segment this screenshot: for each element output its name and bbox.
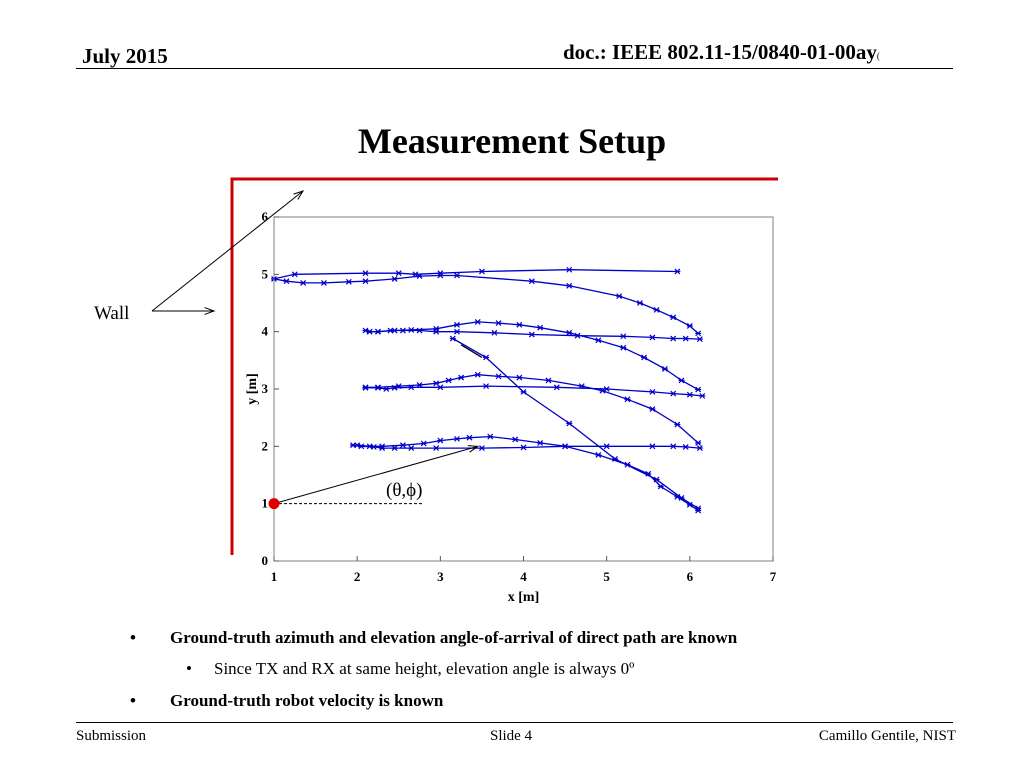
footer-rule — [76, 722, 953, 723]
trajectory-point — [454, 436, 460, 441]
x-tick-label: 4 — [520, 569, 527, 584]
trajectory-point — [479, 446, 485, 451]
trajectory-point — [697, 446, 703, 451]
trajectory-point — [362, 385, 368, 390]
trajectory-point — [375, 329, 381, 334]
trajectory-point — [595, 338, 601, 343]
trajectory-point — [408, 446, 414, 451]
trajectory-point — [475, 372, 481, 377]
angle-label: (θ,ϕ) — [386, 480, 423, 501]
trajectory-point — [321, 280, 327, 285]
trajectory-point — [354, 443, 360, 448]
footer-author: Camillo Gentile, NIST — [818, 728, 956, 744]
trajectory-point — [670, 336, 676, 341]
trajectory-point — [437, 438, 443, 443]
trajectory-point — [392, 276, 398, 281]
wall-label: Wall — [94, 303, 130, 324]
slide-title: Measurement Setup — [357, 121, 667, 161]
bullet-text: Ground-truth robot velocity is known — [170, 691, 444, 710]
trajectory-line-1 — [274, 270, 698, 334]
trajectory-point — [537, 325, 543, 330]
trajectory-point — [417, 328, 423, 333]
trajectory-point — [367, 444, 373, 449]
trajectory-point — [654, 477, 660, 482]
trajectory-point — [512, 437, 518, 442]
trajectory-line-5 — [366, 375, 699, 443]
trajectory-point — [346, 279, 352, 284]
trajectory-point — [566, 330, 572, 335]
footer-submission: Submission — [76, 728, 147, 744]
trajectory-point — [566, 283, 572, 288]
trajectory-point — [649, 407, 655, 412]
trajectory-point — [670, 315, 676, 320]
trajectory-point — [362, 279, 368, 284]
trajectory-point — [450, 336, 456, 341]
trajectory-point — [433, 381, 439, 386]
trajectory-point — [545, 378, 551, 383]
trajectory-point — [300, 280, 306, 285]
trajectory-point — [375, 385, 381, 390]
trajectory-point — [699, 393, 705, 398]
trajectory-point — [483, 384, 489, 389]
bullet-3 — [130, 691, 443, 711]
x-tick-label: 1 — [270, 569, 278, 584]
y-tick-label: 3 — [261, 381, 268, 396]
y-tick-label: 0 — [261, 553, 268, 568]
trajectory-point — [433, 446, 439, 451]
trajectory-point — [400, 443, 406, 448]
trajectory-point — [562, 444, 568, 449]
trajectory-point — [529, 279, 535, 284]
trajectory-point — [670, 391, 676, 396]
y-tick-label: 1 — [261, 495, 268, 511]
trajectory-point — [595, 452, 601, 457]
y-tick-label: 5 — [261, 266, 268, 282]
trajectory-point — [446, 378, 452, 383]
trajectory-point — [421, 441, 427, 446]
trajectory-point — [529, 332, 535, 337]
trajectory-point — [620, 345, 626, 350]
footer-slide-number: Slide 4 — [490, 728, 533, 744]
trajectory-point — [362, 271, 368, 276]
trajectory-point — [620, 334, 626, 339]
trajectory-point — [683, 444, 689, 449]
bullet-dot: • — [130, 628, 136, 647]
x-tick-label: 6 — [686, 569, 694, 584]
trajectory-point — [624, 397, 630, 402]
y-tick-label: 2 — [261, 438, 268, 454]
trajectory-point — [537, 440, 543, 445]
header-doc-tail: ( — [876, 51, 880, 61]
trajectory-point — [641, 355, 647, 360]
trajectory-point — [458, 375, 464, 380]
x-axis-label: x [m] — [507, 590, 540, 605]
y-tick-label: 6 — [261, 209, 268, 224]
trajectory-point — [687, 323, 693, 328]
header-doc-text: doc.: IEEE 802.11-15/0840-01-00ay — [563, 40, 877, 64]
trajectory-point — [521, 445, 527, 450]
x-tick-label: 5 — [603, 569, 610, 584]
trajectory-point — [392, 328, 398, 333]
trajectory-point — [521, 389, 527, 394]
trajectory-point — [674, 269, 680, 274]
header-date: July 2015 — [82, 44, 168, 68]
bullet-1 — [130, 628, 737, 648]
transmitter-marker — [269, 498, 280, 509]
trajectory-point — [566, 421, 572, 426]
y-axis-label: y [m] — [245, 373, 260, 405]
trajectory-point — [516, 322, 522, 327]
trajectory-point — [367, 329, 373, 334]
trajectory-point — [496, 321, 502, 326]
bullet-2 — [186, 659, 634, 679]
path-dash-mark — [461, 345, 482, 358]
trajectory-point — [649, 335, 655, 340]
trajectory-point — [408, 327, 414, 332]
trajectory-point — [491, 330, 497, 335]
trajectory-point — [487, 434, 493, 439]
trajectory-point — [649, 389, 655, 394]
wall-arrow-top — [152, 191, 303, 311]
trajectory-point — [654, 307, 660, 312]
bullet-text: Since TX and RX at same height, elevation angle is always 0º — [214, 659, 635, 678]
trajectory-point — [566, 267, 572, 272]
trajectory-point — [679, 378, 685, 383]
trajectory-point — [396, 271, 402, 276]
trajectory-point — [695, 440, 701, 445]
trajectory-line-8 — [453, 339, 698, 509]
trajectory-point — [670, 444, 676, 449]
direct-path-arrow — [274, 446, 478, 503]
trajectory-point — [697, 337, 703, 342]
trajectory-point — [454, 329, 460, 334]
trajectory-point — [604, 444, 610, 449]
bullet-text: Ground-truth azimuth and elevation angle-of-arrival of direct path are known — [170, 628, 738, 647]
trajectory-point — [433, 326, 439, 331]
trajectory-point — [674, 422, 680, 427]
trajectory-point — [695, 387, 701, 392]
trajectory-point — [283, 279, 289, 284]
x-tick-label: 2 — [353, 569, 361, 584]
x-tick-label: 7 — [769, 569, 777, 584]
trajectory-point — [662, 366, 668, 371]
trajectory-point — [479, 269, 485, 274]
trajectory-point — [695, 331, 701, 336]
trajectory-point — [454, 273, 460, 278]
bullet-dot: • — [186, 659, 192, 678]
trajectory-point — [516, 375, 522, 380]
trajectory-point — [683, 336, 689, 341]
trajectory-point — [466, 435, 472, 440]
x-tick-label: 3 — [437, 569, 444, 584]
wall-line — [232, 179, 778, 555]
trajectory-point — [649, 444, 655, 449]
trajectory-point — [687, 392, 693, 397]
trajectory-point — [292, 272, 298, 277]
trajectory-point — [637, 301, 643, 306]
y-tick-label: 4 — [261, 323, 268, 339]
trajectory-point — [475, 319, 481, 324]
trajectory-point — [616, 294, 622, 299]
trajectory-point — [554, 385, 560, 390]
series-layer — [271, 267, 705, 513]
trajectory-point — [496, 374, 502, 379]
bullet-dot: • — [130, 691, 136, 710]
trajectory-point — [483, 355, 489, 360]
axes-layer — [245, 209, 777, 605]
trajectory-point — [454, 322, 460, 327]
